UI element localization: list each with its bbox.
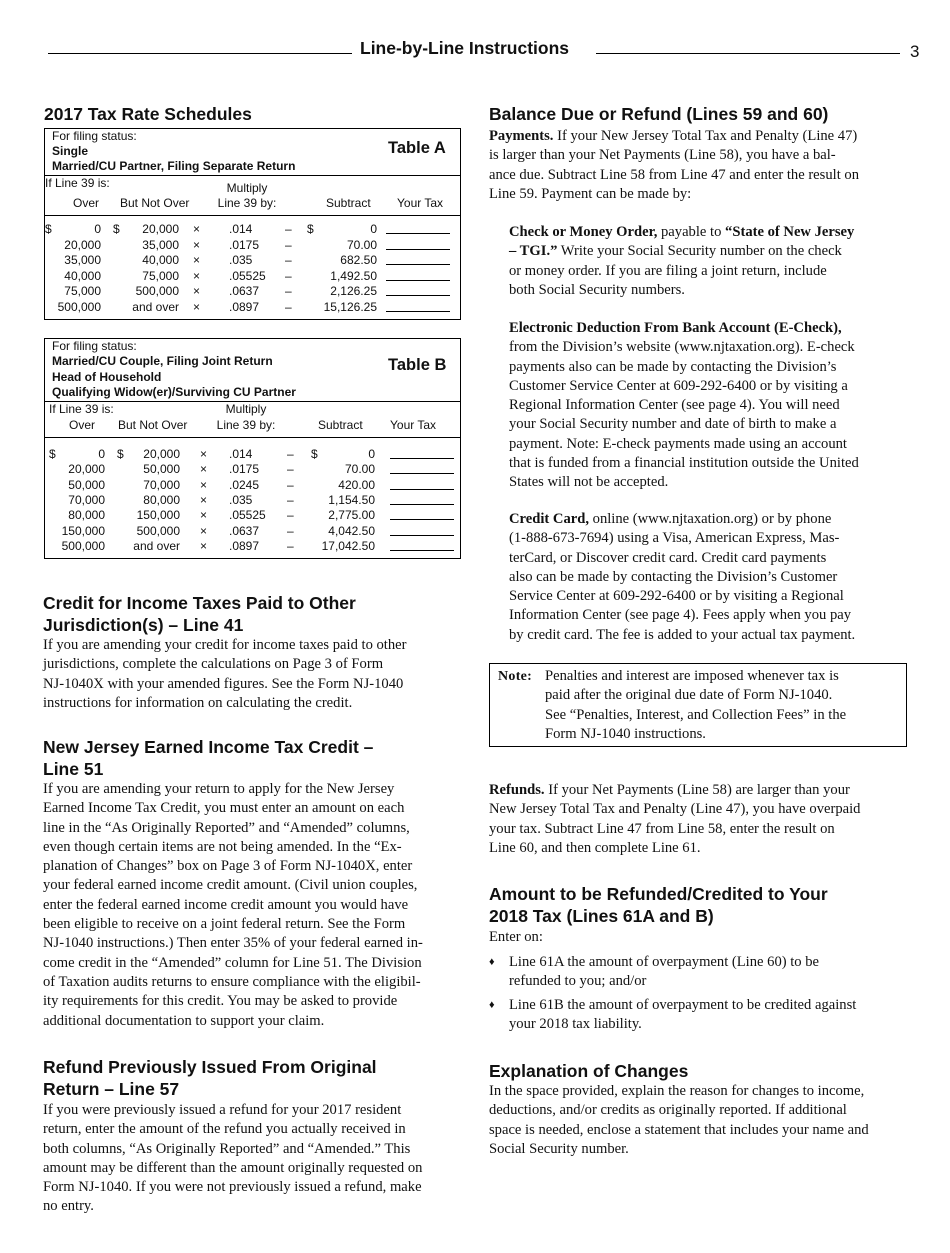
table-b-cell-over: 500,000	[61, 538, 105, 553]
table-a-cell-not-over: 40,000	[142, 253, 179, 267]
table-b-cell-mult: .0245	[229, 477, 260, 492]
table-a-cell-x: ×	[193, 284, 201, 298]
table-row	[45, 284, 460, 300]
your-tax-blank	[386, 269, 450, 281]
table-a-if-line: If Line 39 is:	[45, 176, 110, 190]
diamond-bullet-icon: ♦	[489, 956, 495, 968]
table-a-cell-d1: $	[45, 222, 52, 236]
payments-text: Payments. If your New Jersey Total Tax and Penalty (Line 47) is larger than your Net Payments (Line 58), you have a bal- ance due. Subtract Line 58 from Line 47 and enter the result on Line 59. Payment can be made by:	[489, 128, 859, 202]
table-b-status-label: For filing status:	[52, 339, 137, 353]
table-b-cell-mult: .035	[229, 492, 253, 507]
table-a-cell-minus: –	[285, 299, 292, 314]
refunds-text: Refunds. If your Net Payments (Line 58) are larger than your New Jersey Total Tax and Penalty (Line 47), you have overpaid your tax. Subtract Line 47 from Line 58, enter the result on Line 60, and then complete Line 61.	[489, 782, 861, 856]
your-tax-blank	[390, 508, 454, 520]
refund-prev-heading-line-2: Return – Line 57	[43, 1079, 180, 1099]
table-a-col-subtract: Subtract	[326, 196, 371, 210]
table-b-rule-2	[45, 437, 460, 438]
note-text: Penalties and interest are imposed whenever tax is paid after the original due date of Form NJ-1040. See “Penalties, Interest, and Collection Fees” in the Form NJ-1040 instructions.	[545, 668, 847, 742]
tax-table-a	[44, 128, 461, 320]
table-a-col-line39: Line 39 by:	[217, 196, 277, 210]
table-a-rule-2	[45, 215, 460, 216]
table-a-cell-not-over: 35,000	[142, 237, 179, 252]
table-a-cell-minus: –	[285, 268, 292, 283]
table-b-cell-minus: –	[287, 508, 294, 523]
table-a-cell-d2: $	[113, 222, 120, 236]
table-b-cell-minus: –	[287, 492, 294, 507]
your-tax-blank	[390, 539, 454, 551]
table-b-cell-d1: $	[49, 447, 56, 461]
table-a-cell-sub: 70.00	[346, 237, 377, 252]
table-b-cell-mult: .0637	[229, 523, 260, 538]
table-row	[45, 539, 460, 555]
bullet-item-61b: ♦ Line 61B the amount of overpayment to be credited against your 2018 tax liability.	[489, 997, 857, 1033]
table-row	[45, 222, 460, 238]
note-box	[489, 663, 907, 747]
table-row	[45, 478, 460, 494]
amount-refunded-heading-line-2: 2018 Tax (Lines 61A and B)	[489, 906, 714, 926]
table-b-cell-over: 70,000	[68, 492, 105, 507]
page-number: 3	[910, 42, 920, 61]
page-title: Line-by-Line Instructions	[360, 38, 570, 58]
table-b-cell-minus: –	[287, 523, 294, 538]
table-a-cell-mult: .0897	[229, 299, 260, 314]
table-a-cell-over: 0	[94, 222, 101, 236]
table-a-cell-over: 40,000	[64, 268, 101, 283]
table-b-cell-x: ×	[200, 523, 208, 538]
check-text: Check or Money Order, payable to “State of New Jersey – TGI.” Write your Social Security number on the check or money order. If you are filing a joint return, include both Social Security numbers.	[509, 224, 855, 298]
credit-other-heading	[43, 592, 356, 636]
echeck-label: Electronic Deduction From Bank Account (E-Check),	[509, 320, 842, 336]
table-a-cell-mult: .035	[229, 253, 253, 267]
table-b-cell-sub: 17,042.50	[321, 538, 375, 553]
refund-prev-heading	[43, 1056, 377, 1100]
table-a-cell-over: 75,000	[64, 284, 101, 298]
explanation-text: In the space provided, explain the reason for changes to income, deductions, and/or credits as originally reported. If additional space is needed, enclose a statement that includes your name and Social Security number.	[489, 1083, 869, 1157]
table-a-col-but-not-over: But Not Over	[120, 196, 190, 210]
amount-refunded-heading	[489, 883, 828, 927]
table-a-col-your-tax: Your Tax	[397, 196, 444, 210]
table-a-col-multiply: Multiply	[226, 181, 268, 195]
table-b-cell-over: 50,000	[68, 477, 105, 492]
table-a-cell-sub: 0	[370, 222, 377, 236]
refund-prev-heading-line-1: Refund Previously Issued From Original	[43, 1057, 377, 1077]
table-b-cell-minus: –	[287, 462, 294, 477]
table-a-cell-x: ×	[193, 253, 201, 267]
table-a-cell-x: ×	[193, 299, 201, 314]
table-row	[45, 524, 460, 540]
table-b-cell-over: 150,000	[61, 523, 105, 538]
table-b-col-line39: Line 39 by:	[216, 418, 276, 432]
your-tax-blank	[390, 524, 454, 536]
credit-card-label: Credit Card,	[509, 511, 589, 527]
table-a-cell-over: 20,000	[64, 237, 101, 252]
table-b-cell-not-over: 20,000	[143, 447, 180, 461]
table-b-col-subtract: Subtract	[318, 418, 363, 432]
balance-heading: Balance Due or Refund (Lines 59 and 60)	[489, 104, 829, 124]
your-tax-blank	[386, 253, 450, 265]
table-b-status-2: Head of Household	[52, 370, 162, 384]
table-row	[45, 493, 460, 509]
refunds-label: Refunds.	[489, 782, 545, 798]
table-b-cell-mult: .0897	[229, 538, 260, 553]
amount-refunded-heading-line-1: Amount to be Refunded/Credited to Your	[489, 884, 828, 904]
table-a-cell-sub: 682.50	[340, 253, 377, 267]
table-a-cell-sub: 2,126.25	[330, 284, 377, 298]
explanation-heading: Explanation of Changes	[489, 1061, 689, 1081]
table-b-col-over: Over	[69, 418, 96, 432]
table-row	[45, 447, 460, 463]
table-a-cell-minus: –	[285, 237, 292, 252]
table-b-status-3: Qualifying Widow(er)/Surviving CU Partner	[52, 385, 296, 399]
table-b-status-1: Married/CU Couple, Filing Joint Return	[52, 354, 273, 368]
table-a-col-over: Over	[73, 196, 100, 210]
table-b-cell-mult: .05525	[229, 508, 266, 523]
table-a-cell-not-over: 500,000	[135, 284, 179, 298]
table-b-cell-mult: .014	[229, 447, 253, 461]
table-b-cell-sub: 1,154.50	[328, 492, 375, 507]
table-a-cell-sub: 15,126.25	[323, 299, 377, 314]
table-a-cell-d3: $	[307, 222, 314, 236]
table-row	[45, 253, 460, 269]
table-a-cell-mult: .0637	[229, 284, 260, 298]
your-tax-blank	[386, 238, 450, 250]
eitc-heading-line-2: Line 51	[43, 759, 104, 779]
table-b-cell-sub: 2,775.00	[328, 508, 375, 523]
table-a-cell-sub: 1,492.50	[330, 268, 377, 283]
table-a-cell-over: 500,000	[57, 299, 101, 314]
table-b-col-but-not-over: But Not Over	[118, 418, 188, 432]
table-a-cell-mult: .05525	[229, 268, 266, 283]
table-row	[45, 269, 460, 285]
table-a-cell-not-over: and over	[132, 299, 179, 314]
table-a-cell-x: ×	[193, 268, 201, 283]
your-tax-blank	[390, 493, 454, 505]
table-b-cell-d2: $	[117, 447, 124, 461]
credit-card-text: Credit Card, online (www.njtaxation.org) or by phone (1-888-673-7694) using a Visa, American Express, Mas- terCard, or Discover credit card. Credit card payments also can be made by contacting the Division’s Customer Service Center at 609-292-6400 or by visiting a Regional Information Center (see page 4). Fees apply when you pay by credit card. The fee is added to your actual tax payment.	[509, 511, 856, 643]
your-tax-blank	[390, 462, 454, 474]
bullet-item-61a: ♦ Line 61A the amount of overpayment (Line 60) to be refunded to you; and/or	[489, 954, 820, 990]
table-a-cell-minus: –	[285, 253, 292, 267]
table-b-cell-x: ×	[200, 447, 208, 461]
table-a-cell-minus: –	[285, 284, 292, 298]
table-b-cell-not-over: 500,000	[136, 523, 180, 538]
table-b-cell-over: 20,000	[68, 462, 105, 477]
credit-other-text: If you are amending your credit for income taxes paid to other jurisdictions, complete the calculations on Page 3 of Form NJ-1040X with your amended figures. See the Form NJ-1040 instructions for information on calculating the credit.	[43, 637, 407, 711]
table-b-cell-x: ×	[200, 462, 208, 477]
table-row	[45, 300, 460, 316]
table-b-cell-x: ×	[200, 508, 208, 523]
table-b-cell-x: ×	[200, 477, 208, 492]
table-b-cell-not-over: 50,000	[143, 462, 180, 477]
amount-refunded-intro: Enter on:	[489, 929, 543, 945]
table-b-cell-not-over: 80,000	[143, 492, 180, 507]
table-b-cell-over: 80,000	[68, 508, 105, 523]
payments-label: Payments.	[489, 128, 554, 144]
table-b-cell-d3: $	[311, 447, 318, 461]
table-a-cell-not-over: 75,000	[142, 268, 179, 283]
your-tax-blank	[386, 284, 450, 296]
table-b-cell-minus: –	[287, 538, 294, 553]
table-b-if-line: If Line 39 is:	[49, 402, 114, 416]
table-a-cell-not-over: 20,000	[142, 222, 179, 236]
refund-prev-text: If you were previously issued a refund for your 2017 resident return, enter the amount of the refund you actually received in both columns, “As Originally Reported” and “Amended.” This amount may be different than the amount originally requested on Form NJ-1040. If you were not previously issued a refund, make no entry.	[43, 1102, 423, 1215]
table-b-cell-sub: 420.00	[338, 477, 375, 492]
diamond-bullet-icon: ♦	[489, 999, 495, 1011]
header-rule-right	[596, 53, 900, 54]
table-b-cell-over: 0	[98, 447, 105, 461]
schedules-heading: 2017 Tax Rate Schedules	[44, 104, 252, 124]
table-b-cell-x: ×	[200, 492, 208, 507]
table-b-cell-sub: 0	[368, 447, 375, 461]
table-b-cell-not-over: 150,000	[136, 508, 180, 523]
table-a-cell-mult: .014	[229, 222, 253, 236]
table-a-status-2: Married/CU Partner, Filing Separate Return	[52, 159, 296, 173]
table-row	[45, 508, 460, 524]
table-b-cell-x: ×	[200, 538, 208, 553]
table-b-cell-minus: –	[287, 447, 294, 461]
your-tax-blank	[390, 447, 454, 459]
table-a-cell-mult: .0175	[229, 237, 260, 252]
table-a-status-label: For filing status:	[52, 129, 137, 143]
table-a-cell-minus: –	[285, 222, 292, 236]
eitc-text: If you are amending your return to apply for the New Jersey Earned Income Tax Credit, you must enter an amount on each line in the “As Originally Reported” and “Amended” columns, even though certain items are not being amended. In the “Ex- planation of Changes” box on Page 3 of Form NJ-1040X, enter your federal earned income credit amount. (Civil union couples, enter the federal earned income credit amount you would have been eligible to receive on a joint federal return. See the Form NJ-1040 instructions.) Then enter 35% of your federal earned in- come credit in the “Amended” column for Line 51. The Division of Taxation audits returns to ensure compliance with the eligibil- ity requirements for this credit. You may be asked to provide additional documentation to support your claim.	[43, 781, 423, 1029]
echeck-text: Electronic Deduction From Bank Account (E-Check), from the Division’s website (www.njtaxation.org). E-check payments also can be made by contacting the Division’s Customer Service Center at 609-292-6400 or by visiting a Regional Information Center (see page 4). You will need your Social Security number and date of birth to make a payment. Note: E-check payments made using an account that is funded from a financial institution outside the United States will not be accepted.	[509, 320, 859, 491]
your-tax-blank	[386, 222, 450, 234]
credit-other-heading-line-2: Jurisdiction(s) – Line 41	[43, 615, 244, 635]
header-rule-left	[48, 53, 352, 54]
table-row	[45, 462, 460, 478]
table-a-name: Table A	[388, 139, 446, 157]
table-a-cell-x: ×	[193, 222, 201, 236]
table-b-name: Table B	[388, 356, 447, 374]
your-tax-blank	[390, 478, 454, 490]
table-b-cell-sub: 4,042.50	[328, 523, 375, 538]
table-a-status-1: Single	[52, 144, 89, 158]
table-b-col-multiply: Multiply	[225, 402, 267, 416]
table-b-cell-not-over: and over	[133, 538, 180, 553]
eitc-heading-line-1: New Jersey Earned Income Tax Credit –	[43, 737, 374, 757]
table-b-cell-mult: .0175	[229, 462, 260, 477]
table-a-cell-x: ×	[193, 237, 201, 252]
tax-table-b	[44, 338, 461, 559]
table-b-cell-minus: –	[287, 477, 294, 492]
credit-other-heading-line-1: Credit for Income Taxes Paid to Other	[43, 593, 356, 613]
table-b-cell-not-over: 70,000	[143, 477, 180, 492]
note-label: Note:	[498, 669, 533, 684]
eitc-heading	[43, 736, 373, 780]
table-a-cell-over: 35,000	[64, 253, 101, 267]
table-row	[45, 238, 460, 254]
your-tax-blank	[386, 300, 450, 312]
check-label: Check or Money Order,	[509, 224, 658, 240]
table-b-col-your-tax: Your Tax	[390, 418, 437, 432]
table-b-cell-sub: 70.00	[344, 462, 375, 477]
